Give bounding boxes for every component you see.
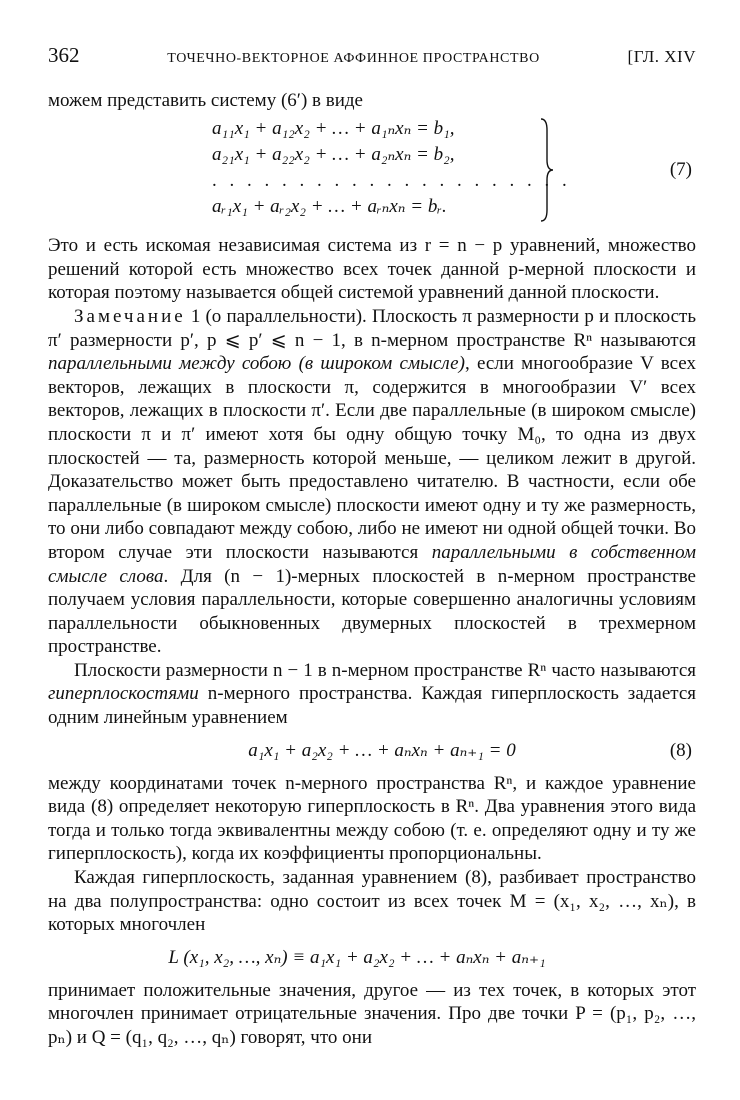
equation-number-7: (7) bbox=[669, 159, 692, 181]
equation-number-8: (8) bbox=[669, 739, 692, 761]
remark-text-c: . Для (n − 1)-мерных плоскостей в n-мерном пространстве получаем условия параллельности, которые совершенно аналогичны условиям параллельности обыкновенных двумерных плоскостей в трехмерном пространстве. bbox=[48, 565, 696, 658]
paragraph-half-spaces: Каждая гиперплоскость, заданная уравнением (8), разбивает пространство на два полупространства: одно состоит из всех точек M = (x₁, x₂, …, xₙ), в которых многочлен bbox=[48, 867, 696, 936]
paragraph-signs: принимает положительные значения, другое — из тех точек, в которых этот многочлен принимает отрицательные значения. Про две точки P = (p₁, p₂, …, pₙ) и Q = (q₁, q₂, …, qₙ) говорят, что они bbox=[48, 979, 696, 1048]
page-number: 362 bbox=[48, 43, 80, 67]
system-line-2: a₂₁x₁ + a₂₂x₂ + … + a₂ₙxₙ = b₂, bbox=[212, 144, 455, 166]
remark-text-a: 1 (о параллельности). Плоскость π размерности p и плоскость π′ размерности p′, p ⩽ p′ ⩽ n − 1, в n-мерном пространстве Rⁿ называются bbox=[48, 305, 696, 351]
system-line-ellipsis: . . . . . . . . . . . . . . . . . . . . . bbox=[212, 170, 571, 192]
remark-text-b: , если многообразие V всех векторов, лежащих в плоскости π, содержится в многообразии V′ всех векторов, лежащих в плоскости π′. Если две параллельные (в широком смысле) плоскости π и π′ имеют хотя бы одну общую точку M₀, то одна из двух плоскостей — та, размерность которой меньше, — целиком лежит в другой. Доказательство может быть предоставлено читателю. В частности, если обе параллельные (в широком смысле) плоскости имеют одну и ту же размерность, то они либо совпадают между собою, либо не имеют ни одной общей точки. Во втором случае эти плоскости называются bbox=[48, 353, 696, 563]
equation-8-formula: a₁x₁ + a₂x₂ + … + aₙxₙ + aₙ₊₁ = 0 bbox=[248, 739, 516, 761]
equation-8 bbox=[48, 734, 696, 768]
system-lines bbox=[212, 116, 571, 220]
system-line-1: a₁₁x₁ + a₁₂x₂ + … + a₁ₙxₙ = b₁, bbox=[212, 118, 455, 140]
remark-label: Замечание bbox=[74, 305, 186, 327]
intro-line: можем представить систему (6′) в виде bbox=[48, 89, 363, 111]
chapter-reference: [ГЛ. XIV bbox=[627, 47, 696, 66]
term-hyperplanes: гиперплоскостями bbox=[48, 683, 199, 705]
right-brace-icon bbox=[540, 118, 554, 222]
hyperplane-text-a: Плоскости размерности n − 1 в n-мерном пространстве Rⁿ часто называются bbox=[74, 659, 696, 681]
running-title: ТОЧЕЧНО-ВЕКТОРНОЕ АФФИННОЕ ПРОСТРАНСТВО bbox=[167, 51, 540, 66]
equation-L bbox=[48, 941, 696, 975]
hyperplane-text-b: n-мерного пространства. Каждая гиперплоскость задается одним линейным уравнением bbox=[48, 683, 696, 729]
page-header bbox=[48, 44, 696, 71]
term-parallel-wide: параллельными между собою (в широком смысле) bbox=[48, 353, 465, 375]
equation-system-7 bbox=[48, 116, 696, 228]
term-parallel-proper: параллельными в собственном смысле слова bbox=[48, 541, 696, 587]
system-line-r: aᵣ₁x₁ + aᵣ₂x₂ + … + aᵣₙxₙ = bᵣ. bbox=[212, 196, 447, 218]
remark-parallelism bbox=[48, 305, 696, 659]
equation-L-formula: L (x₁, x₂, …, xₙ) ≡ a₁x₁ + a₂x₂ + … + aₙxₙ + aₙ₊₁ bbox=[168, 946, 546, 968]
paragraph-independent-system: Это и есть искомая независимая система из r = n − p уравнений, множество решений которой есть множество всех точек данной p-мерной плоскости и которая поэтому называется общей системой уравнений данной плоскости. bbox=[48, 235, 696, 304]
paragraph-hyperplanes bbox=[48, 659, 696, 730]
paragraph-equivalence: между координатами точек n-мерного пространства Rⁿ, и каждое уравнение вида (8) определяет некоторую гиперплоскость в Rⁿ. Два уравнения этого вида тогда и только тогда эквивалентны между собою (т. е. определяют одну и ту же гиперплоскость), когда их коэффициенты пропорциональны. bbox=[48, 772, 696, 865]
